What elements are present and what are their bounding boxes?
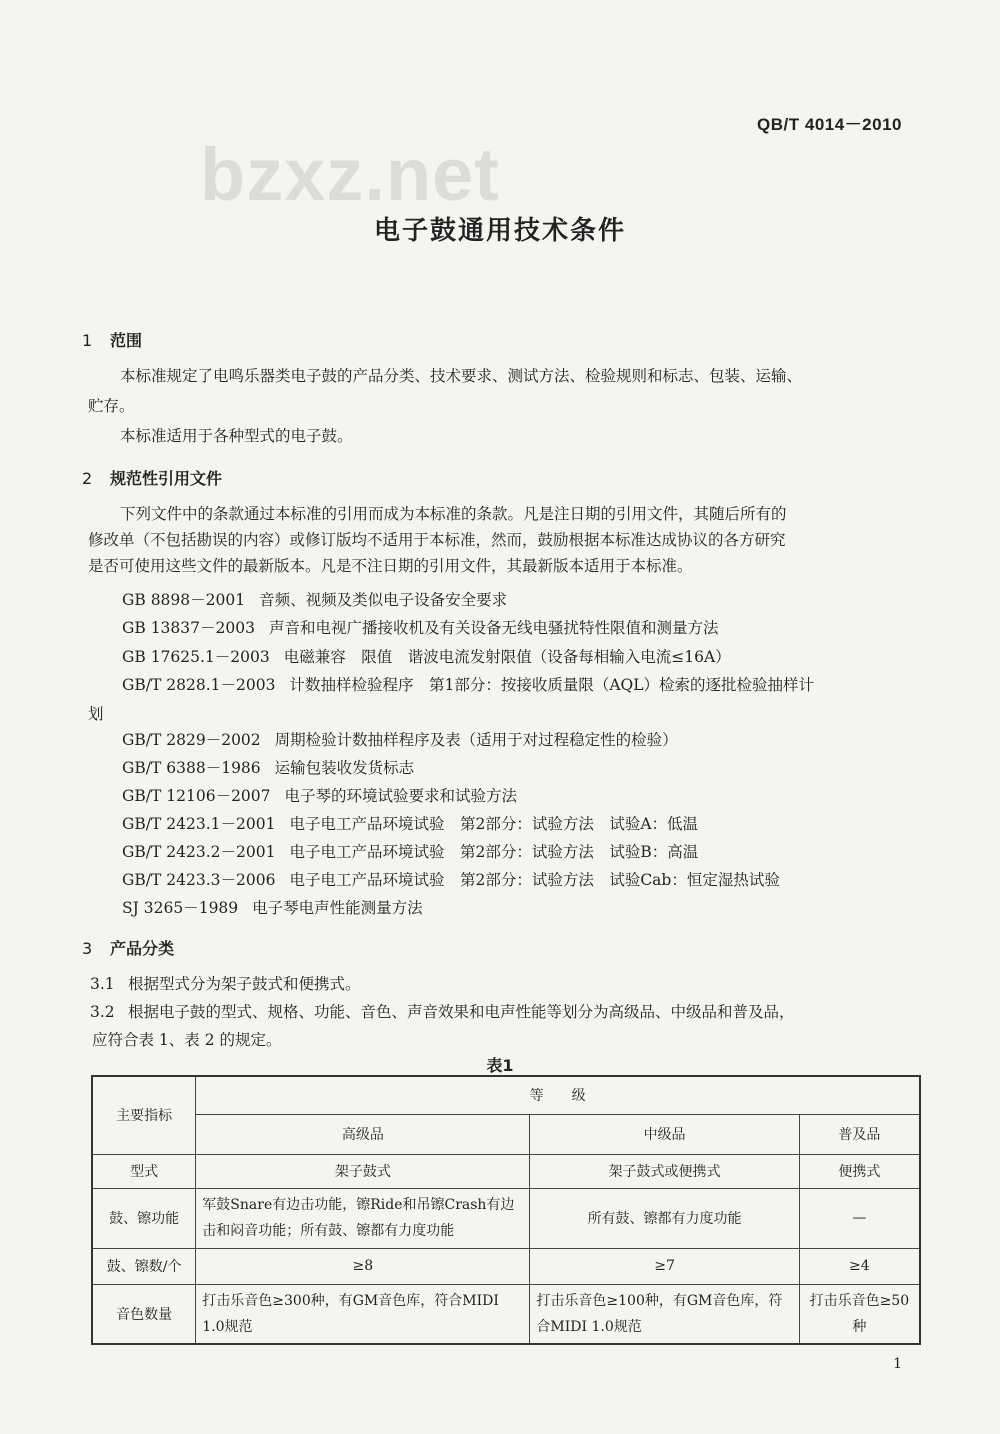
- clause-text: 根据型式分为架子鼓式和便携式。: [128, 975, 361, 993]
- table-cell: 便携式: [799, 1154, 920, 1188]
- clause-number: 3.1: [90, 975, 115, 993]
- table-cell: 架子鼓式: [196, 1154, 530, 1188]
- reference-title: 周期检验计数抽样程序及表（适用于对过程稳定性的检验）: [274, 731, 678, 749]
- table-row: [92, 1154, 920, 1188]
- reference-code: GB/T 2828.1－2003: [122, 676, 276, 694]
- reference-item: [122, 784, 517, 806]
- reference-title: 电子琴的环境试验要求和试验方法: [284, 787, 518, 805]
- row-label: 鼓、镲功能: [92, 1188, 196, 1248]
- header-grade: 等 级: [196, 1076, 920, 1114]
- watermark: bzxz.net: [200, 133, 500, 216]
- reference-item: [122, 840, 698, 862]
- reference-code: GB/T 6388－1986: [122, 759, 261, 777]
- table-1: [91, 1075, 921, 1345]
- section-title: 范围: [110, 331, 143, 350]
- paragraph: 下列文件中的条款通过本标准的引用而成为本标准的条款。凡是注日期的引用文件，其随后所有的: [120, 505, 787, 523]
- reference-item: [122, 616, 718, 638]
- reference-code: GB/T 12106－2007: [122, 787, 271, 805]
- row-label: 音色数量: [92, 1284, 196, 1344]
- reference-code: GB/T 2423.2－2001: [122, 843, 276, 861]
- reference-item: [122, 896, 423, 918]
- reference-code: SJ 3265－1989: [122, 899, 239, 917]
- clause-3-2: [90, 998, 795, 1026]
- paragraph: 应符合表 1、表 2 的规定。: [92, 1031, 282, 1049]
- paragraph: 是否可使用这些文件的最新版本。凡是不注日期的引用文件，其最新版本适用于本标准。: [88, 557, 693, 575]
- reference-item: [122, 645, 731, 667]
- reference-item: [122, 756, 414, 778]
- table-cell: 打击乐音色≥50种: [799, 1284, 920, 1344]
- table-cell: —: [799, 1188, 920, 1248]
- clause-number: 3.2: [90, 1003, 115, 1021]
- reference-code: GB 17625.1－2003: [122, 648, 270, 666]
- table-cell: ≥7: [530, 1248, 799, 1284]
- page-number: 1: [893, 1356, 902, 1372]
- section-number: 3: [82, 939, 93, 958]
- reference-item: [122, 588, 507, 610]
- paragraph: 本标准适用于各种型式的电子鼓。: [120, 427, 353, 445]
- reference-code: GB/T 2423.1－2001: [122, 815, 276, 833]
- paragraph: 修改单（不包括勘误的内容）或修订版均不适用于本标准，然而，鼓励根据本标准达成协议的各方研究: [88, 531, 786, 549]
- section-title: 产品分类: [110, 939, 175, 958]
- table-row: [92, 1284, 920, 1344]
- reference-title: 计数抽样检验程序 第1部分：按接收质量限（AQL）检索的逐批检验抽样计: [289, 676, 815, 694]
- section-1-heading: [82, 328, 142, 351]
- reference-code: GB/T 2423.3－2006: [122, 871, 276, 889]
- paragraph: 本标准规定了电鸣乐器类电子鼓的产品分类、技术要求、测试方法、检验规则和标志、包装、运输、: [120, 367, 803, 385]
- table-cell: ≥4: [799, 1248, 920, 1284]
- table-cell: 架子鼓式或便携式: [530, 1154, 799, 1188]
- reference-title: 电子电工产品环境试验 第2部分：试验方法 试验Cab：恒定湿热试验: [289, 871, 780, 889]
- reference-title: 划: [88, 705, 104, 723]
- table-cell: 打击乐音色≥300种，有GM音色库，符合MIDI 1.0规范: [196, 1284, 530, 1344]
- header-col: 中级品: [530, 1114, 799, 1154]
- reference-title: 电子电工产品环境试验 第2部分：试验方法 试验B：高温: [289, 843, 699, 861]
- reference-item: [122, 673, 814, 695]
- section-3-heading: [82, 936, 174, 959]
- standard-number: QB/T 4014－2010: [757, 115, 902, 134]
- reference-title: 音频、视频及类似电子设备安全要求: [259, 591, 508, 609]
- reference-title: 电子电工产品环境试验 第2部分：试验方法 试验A：低温: [289, 815, 699, 833]
- clause-text: 根据电子鼓的型式、规格、功能、音色、声音效果和电声性能等划分为高级品、中级品和普及品，: [128, 1003, 795, 1021]
- reference-item: [88, 702, 104, 724]
- reference-code: GB/T 2829－2002: [122, 731, 261, 749]
- row-label: 型式: [92, 1154, 196, 1188]
- header-col: 高级品: [196, 1114, 530, 1154]
- paragraph: 贮存。: [88, 397, 135, 415]
- reference-title: 声音和电视广播接收机及有关设备无线电骚扰特性限值和测量方法: [268, 619, 719, 637]
- section-number: 1: [82, 331, 93, 350]
- table-row: [92, 1188, 920, 1248]
- reference-item: [122, 728, 678, 750]
- table-cell: ≥8: [196, 1248, 530, 1284]
- section-number: 2: [82, 469, 93, 488]
- row-label: 鼓、镲数/个: [92, 1248, 196, 1284]
- header-main-indicator: 主要指标: [92, 1076, 196, 1154]
- clause-3-1: [90, 970, 361, 998]
- reference-code: GB 8898－2001: [122, 591, 246, 609]
- table-row: [92, 1248, 920, 1284]
- reference-title: 电磁兼容 限值 谐波电流发射限值（设备每相输入电流≤16A）: [283, 648, 731, 666]
- reference-title: 电子琴电声性能测量方法: [252, 899, 423, 917]
- table-cell: 打击乐音色≥100种，有GM音色库，符合MIDI 1.0规范: [530, 1284, 799, 1344]
- reference-title: 运输包装收发货标志: [274, 759, 415, 777]
- reference-item: [122, 812, 698, 834]
- section-2-heading: [82, 466, 222, 489]
- reference-code: GB 13837－2003: [122, 619, 255, 637]
- table-cell: 军鼓Snare有边击功能，镲Ride和吊镲Crash有边击和闷音功能；所有鼓、镲都有力度功能: [196, 1188, 530, 1248]
- document-title: 电子鼓通用技术条件: [373, 216, 626, 246]
- header-col: 普及品: [799, 1114, 920, 1154]
- table-caption: 表1: [486, 1056, 514, 1075]
- table-cell: 所有鼓、镲都有力度功能: [530, 1188, 799, 1248]
- reference-item: [122, 868, 780, 890]
- section-title: 规范性引用文件: [110, 469, 223, 488]
